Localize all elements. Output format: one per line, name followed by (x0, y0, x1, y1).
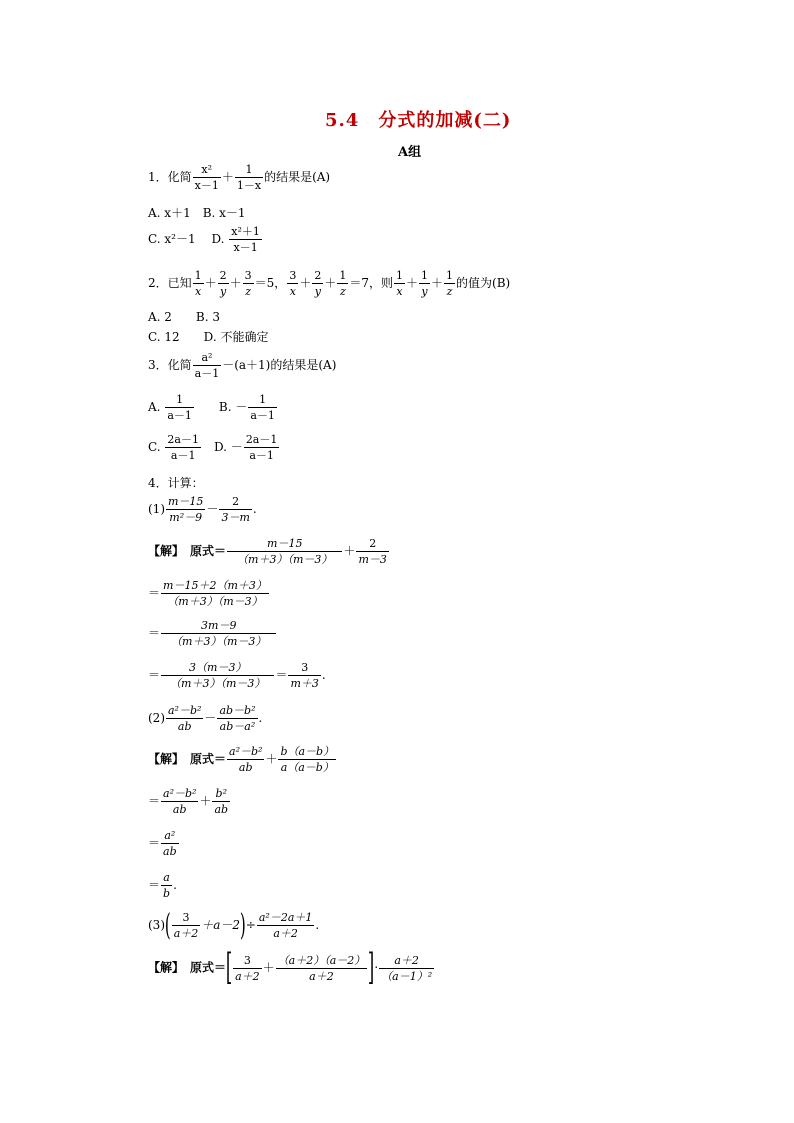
q4-u1-den2: a＋2 (309, 969, 334, 983)
q4-p3-divide: ÷ (245, 918, 256, 932)
q3-opta-num: 1 (165, 392, 194, 408)
q1-suffix: 的结果是(A) (264, 170, 331, 184)
q4-p2-den2: ab－a² (219, 720, 256, 733)
q4-p2-jie: 【解】 原式＝ (148, 752, 227, 766)
q4-t2-num2: b² (212, 786, 230, 802)
q3-optb-den: a－1 (250, 409, 275, 422)
q2-suffix: 的值为(B) (456, 276, 511, 290)
q2-prefix: 2．已知 (148, 276, 192, 290)
q1-plus: ＋ (221, 170, 234, 184)
q1-option-d-label: D. (211, 232, 225, 246)
q1-option-b: B. x－1 (202, 206, 246, 220)
q4-s1-num2: 2 (356, 536, 388, 552)
q3-options-ab (148, 392, 278, 423)
q4-u1-num3: a＋2 (379, 953, 434, 969)
q1-frac2-num: 1 (235, 162, 263, 178)
q4-p1-solution-step-4: ＝ $\frac{3(m-3)}{(m+3)(m-3)}$ ＝ $\frac{3}{m+3}$ . (148, 661, 326, 690)
q1-optd-num: x²＋1 (231, 225, 260, 238)
q4-t1-num2: b（a－b） (280, 745, 335, 758)
q3-suffix: －(a＋1)的结果是(A) (222, 358, 337, 372)
q4-p3-solution-step-1: 【解】 原式＝[ $\frac{3}{a+2}$ ＋ $\frac{(a+2)(a-2)}{a+2}$ ]· $\frac{a+2}{\text{（a－1）²}}$ (148, 947, 433, 988)
q3-option-b-label: B. － (218, 400, 248, 414)
q1-options-ab (148, 204, 246, 221)
q4-t2-num1: a²－b² (163, 787, 197, 800)
q4-s1-den2: m－3 (358, 553, 387, 566)
q3-opta-den: a－1 (167, 409, 192, 422)
q1-option-a: A. x＋1 (148, 206, 191, 220)
q4-p1-solution-step-1: 【解】 原式＝ $\frac{m-15}{(m+3)(m-3)}$ ＋ $\frac{2}{m-3}$ (148, 537, 387, 566)
q4-t2-den2: ab (214, 803, 229, 816)
q3-den: a－1 (194, 367, 220, 380)
q1-optd-den: x－1 (233, 241, 258, 254)
q3-num: a² (193, 350, 222, 366)
q4-p2-num1: a²－b² (168, 704, 202, 717)
q4-p2-solution-step-2: ＝ $\frac{\text{a²－b²}}{ab}$ ＋ $\frac{\text{b²}}{ab}$ (148, 787, 229, 816)
q4-s4-result-den: m＋3 (290, 677, 319, 690)
q4-s4-result-num: 3 (288, 660, 320, 676)
q4-part-1: (1) $\frac{m-15}{\text{m²－9}}$ － $\frac{2}{3-m}$ . (148, 495, 257, 524)
q4-p2-label: (2) (148, 711, 165, 725)
q4-part-3: (3)( $\frac{3}{a+2}$ ＋a－2)÷ $\frac{\text{a²－2a＋1}}{a+2}$ . (148, 907, 320, 943)
q3-option-d-label: D. － (213, 440, 243, 454)
q3-optb-num: 1 (248, 392, 277, 408)
left-bracket: [ (225, 947, 233, 988)
q2-options-ab: A. 2 B. 3 (148, 310, 221, 324)
q2-mid-2: ＝7，则 (349, 276, 393, 290)
left-paren: ( (164, 907, 171, 943)
q3-option-a-label: A. (148, 400, 161, 414)
page-title: 5.4 分式的加减(二) (325, 110, 512, 131)
q4-p1-label: (1) (148, 502, 165, 516)
q1-frac2-den: 1－x (236, 179, 262, 192)
q1-frac1-den: x－1 (194, 179, 219, 192)
q4-u1-den3: （a－1）² (381, 969, 433, 983)
q1-frac1-num: x² (193, 162, 221, 178)
q4-t3-den: ab (163, 845, 177, 858)
q4-t4-den: b (163, 887, 171, 900)
q4-p1-den1: m²－9 (169, 511, 203, 524)
q4-p3-num2: a²－2a＋1 (258, 911, 313, 924)
q2-mid-1: ＝5， (254, 276, 287, 290)
q4-t2-den1: ab (172, 803, 187, 816)
group-heading: A组 (398, 145, 422, 160)
q3-prefix: 3．化简 (148, 358, 192, 372)
q4-u1-num1: 3 (233, 953, 262, 969)
q4-p1-jie: 【解】 原式＝ (148, 544, 227, 558)
right-bracket: ] (368, 947, 375, 988)
q3-fraction (193, 350, 222, 381)
q3-optc-den: a－1 (170, 449, 196, 462)
q4-s1-den1: （m＋3）（m－3） (237, 553, 333, 566)
question-1 (148, 162, 330, 193)
q4-s3-den: （m＋3）（m－3） (171, 635, 267, 648)
q4-s2-den: （m＋3）（m－3） (167, 595, 263, 608)
q4-p1-solution-step-3: ＝ $\frac{3m-9}{(m+3)(m-3)}$ (148, 618, 277, 649)
q4-part-2: (2) $\frac{\text{a²－b²}}{ab}$ － $\frac{\text{ab－b²}}{\text{ab－a²}}$ . (148, 704, 263, 733)
question-4-heading: 4．计算： (148, 476, 204, 490)
q4-p1-num2: 2 (219, 494, 251, 510)
q4-p3-den2: a＋2 (273, 927, 298, 940)
q1-option-d-fraction (229, 224, 262, 255)
q4-s4-num: 3（m－3） (161, 660, 274, 676)
q4-p3-den1: a＋2 (173, 927, 199, 940)
q4-p1-num1: m－15 (168, 495, 204, 508)
q4-p3-jie: 【解】 原式＝ (148, 960, 227, 975)
question-2: 2．已知 $\frac{1}{x}$ ＋ $\frac{2}{y}$ ＋ $\frac{3}{z}$ ＝5， $\frac{3}{x}$ ＋ $\frac{2}{y}$ ＋ $\frac{1}{z}$ ＝7，则 $\frac{1}{x}$ ＋ $\frac{1}{y}$ ＋ $\frac{1}{z}$ 的值为(B) (148, 269, 511, 298)
q4-s2-num: m－15＋2（m＋3） (163, 579, 267, 592)
q4-p3-num1: 3 (172, 910, 201, 926)
q4-t1-den1: ab (238, 761, 253, 774)
q3-optd-den: a－1 (249, 449, 274, 462)
q4-p2-solution-step-3: ＝ $\frac{\text{a²}}{ab}$ (148, 829, 177, 858)
q4-p2-num2: ab－b² (219, 704, 256, 717)
q3-options-cd (148, 432, 280, 463)
q3-optd-num: 2a－1 (245, 433, 278, 446)
q4-p1-solution-step-2: ＝ $\frac{m-15+2(m+3)}{(m+3)(m-3)}$ (148, 579, 267, 608)
q4-p2-solution-step-1: 【解】 原式＝ $\frac{\text{a²－b²}}{ab}$ ＋ $\frac{b(a-b)}{a(a-b)}$ (148, 745, 335, 774)
q4-t1-den2: a（a－b） (280, 761, 334, 774)
q4-t3-num: a² (161, 828, 179, 844)
q3-optc-num: 2a－1 (167, 433, 199, 446)
q4-s1-num1: m－15 (227, 536, 342, 552)
q1-fraction-2 (235, 162, 263, 193)
q4-p3-mid: ＋a－2 (201, 918, 241, 932)
q4-p1-den2: 3－m (221, 511, 250, 524)
q4-u1-den1: a＋2 (235, 969, 260, 983)
q1-prefix: 1．化简 (148, 170, 192, 184)
q4-s4-den: （m＋3）（m－3） (170, 677, 266, 690)
question-3 (148, 350, 336, 381)
q1-option-c: C. x²－1 (148, 232, 196, 246)
q4-t1-num1: a²－b² (229, 745, 263, 758)
q4-u1-num2: （a＋2）（a－2） (277, 953, 366, 967)
right-paren: ) (240, 907, 246, 943)
q1-options-cd (148, 224, 263, 255)
q4-s3-num: 3m－9 (161, 618, 276, 634)
q2-options-cd: C. 12 D. 不能确定 (148, 330, 269, 344)
q4-p2-solution-step-4: ＝ $\frac{a}{b}$ . (148, 871, 177, 900)
q4-p2-den1: ab (177, 720, 192, 733)
q4-p3-label: (3) (148, 918, 165, 932)
q4-t4-num: a (161, 870, 172, 886)
q3-option-c-label: C. (148, 440, 161, 454)
q1-fraction-1 (193, 162, 221, 193)
